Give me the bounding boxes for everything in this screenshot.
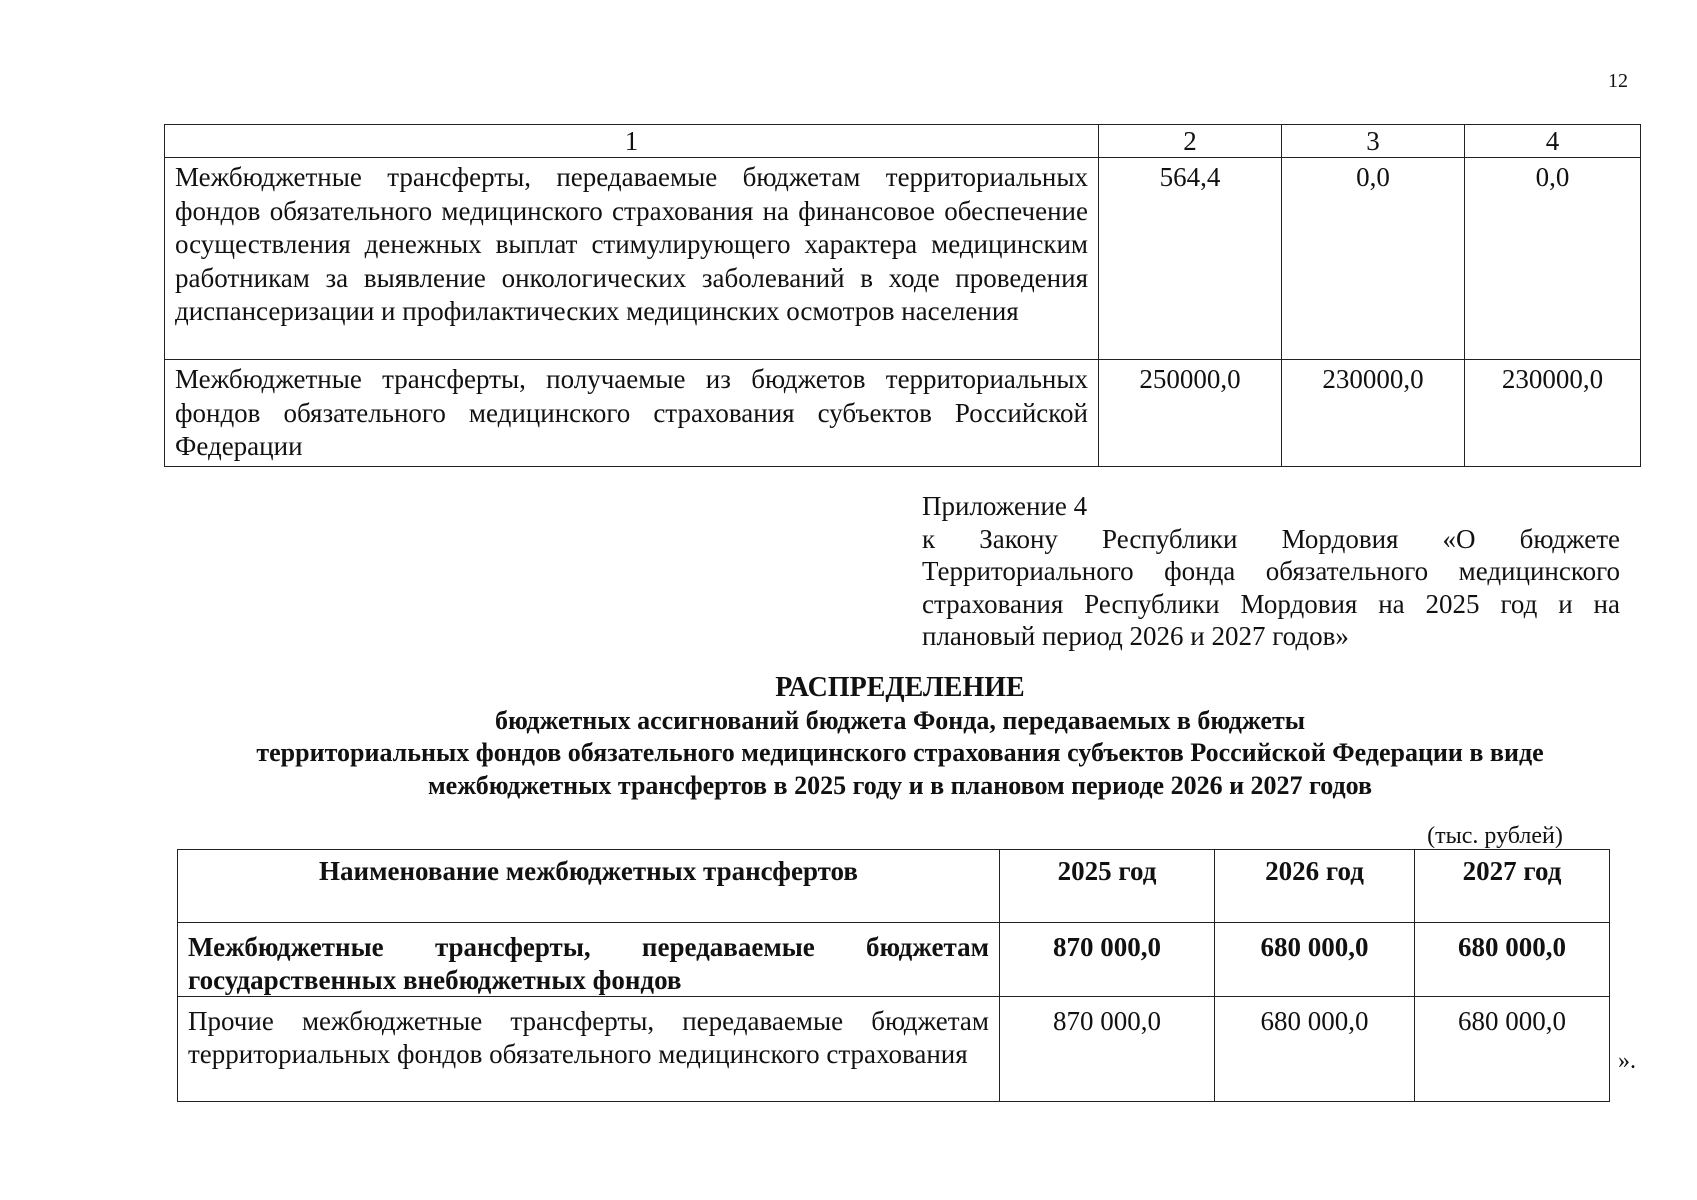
column-number: 2 <box>1099 125 1282 158</box>
interbudget-transfers-table <box>177 849 1610 1102</box>
value-2026: 680 000,0 <box>1215 923 1415 997</box>
value-2027: 230000,0 <box>1465 360 1641 467</box>
transfer-description: Межбюджетные трансферты, передаваемые бюджетам государственных внебюджетных фондов <box>178 923 1000 997</box>
allocation-table-continued <box>164 124 1641 467</box>
value-2025: 250000,0 <box>1099 360 1282 467</box>
value-2026: 0,0 <box>1282 158 1465 360</box>
closing-quote: ». <box>1618 1048 1636 1074</box>
value-2026: 680 000,0 <box>1215 997 1415 1102</box>
table-row <box>178 923 1610 997</box>
heading-line: бюджетных ассигнований бюджета Фонда, передаваемых в бюджеты <box>494 705 1306 735</box>
document-heading <box>160 672 1640 802</box>
transfer-description: Межбюджетные трансферты, передаваемые бюджетам территориальных фондов обязательного медицинского страхования на финансовое обеспечение осуществления денежных выплат стимулирующего характера медицинским работникам за выявление онкологических заболеваний в ходе проведения диспансеризации и профилактических медицинских осмотров населения <box>165 158 1099 360</box>
table-header-row <box>178 850 1610 923</box>
column-header: Наименование межбюджетных трансфертов <box>178 850 1000 923</box>
appendix-text: к Закону Республики Мордовия «О бюджете Территориального фонда обязательного медицинского страхования Республики Мордовия на 2025 год и на плановый период 2026 и 2027 годов» <box>922 523 1620 651</box>
page-number: 12 <box>1608 70 1628 92</box>
value-2027: 680 000,0 <box>1415 923 1610 997</box>
column-number: 4 <box>1465 125 1641 158</box>
value-2027: 0,0 <box>1465 158 1641 360</box>
table-row <box>165 360 1641 467</box>
value-2025: 564,4 <box>1099 158 1282 360</box>
column-number-row <box>165 125 1641 158</box>
value-2025: 870 000,0 <box>1000 923 1215 997</box>
heading-line: межбюджетных трансфертов в 2025 году и в плановом периоде 2026 и 2027 годов <box>427 770 1373 800</box>
table-row <box>178 997 1610 1102</box>
value-2025: 870 000,0 <box>1000 997 1215 1102</box>
column-number: 1 <box>165 125 1099 158</box>
value-2026: 230000,0 <box>1282 360 1465 467</box>
appendix-block <box>922 490 1620 653</box>
value-2027: 680 000,0 <box>1415 997 1610 1102</box>
column-header: 2026 год <box>1215 850 1415 923</box>
units-label: (тыс. рублей) <box>1427 823 1563 849</box>
table-row <box>165 158 1641 360</box>
heading-title: РАСПРЕДЕЛЕНИЕ <box>775 672 1025 703</box>
column-header: 2025 год <box>1000 850 1215 923</box>
column-header: 2027 год <box>1415 850 1610 923</box>
appendix-title: Приложение 4 <box>922 491 1088 521</box>
column-number: 3 <box>1282 125 1465 158</box>
heading-line: территориальных фондов обязательного медицинского страхования субъектов Российской Федерации в виде <box>256 738 1544 767</box>
transfer-description: Межбюджетные трансферты, получаемые из бюджетов территориальных фондов обязательного медицинского страхования субъектов Российской Федерации <box>165 360 1099 467</box>
transfer-description: Прочие межбюджетные трансферты, передаваемые бюджетам территориальных фондов обязательного медицинского страхования <box>178 997 1000 1102</box>
